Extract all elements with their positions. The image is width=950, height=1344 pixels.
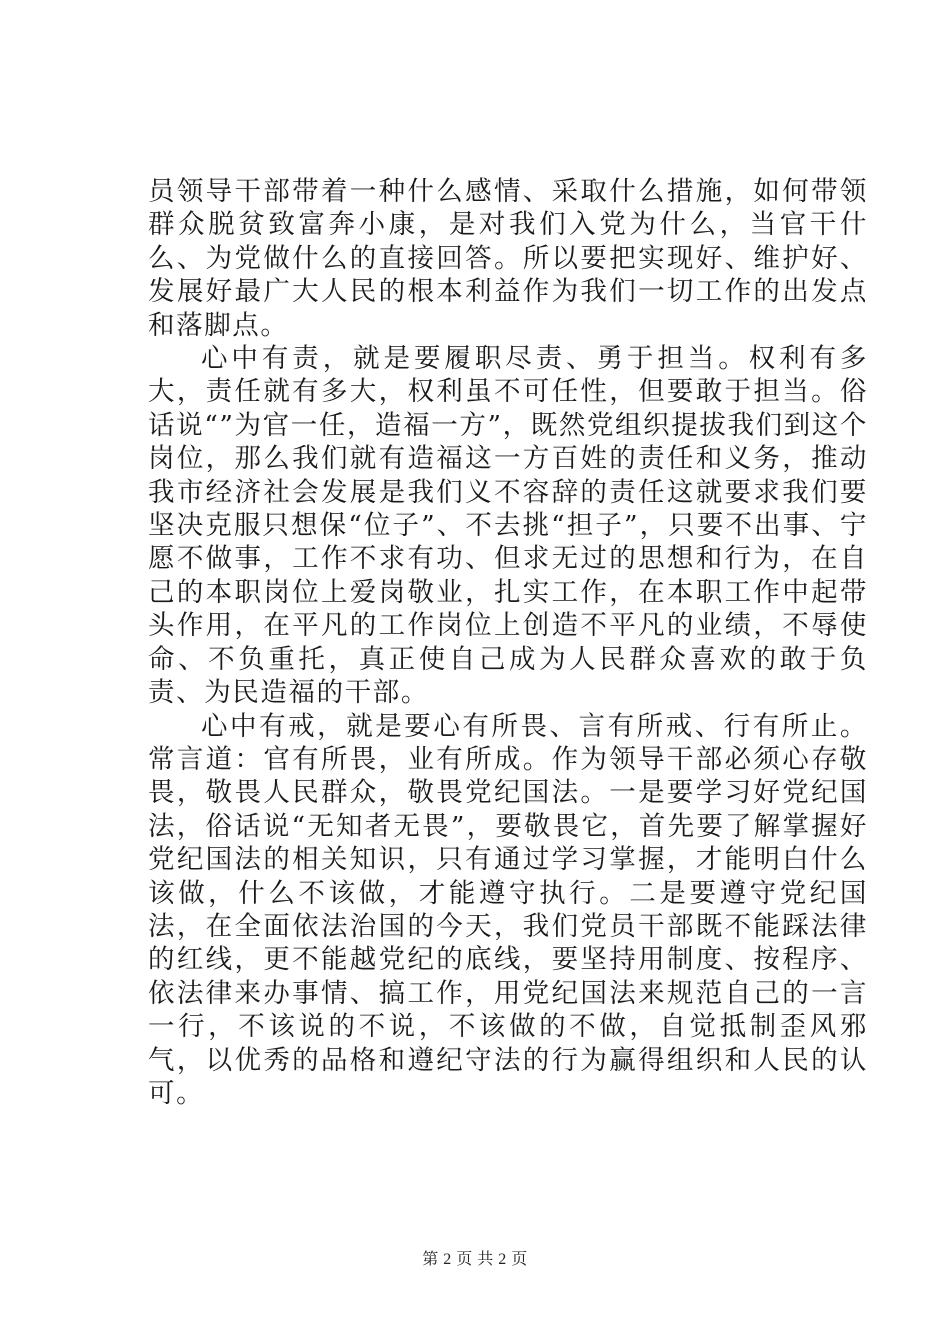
- paragraph-2: 心中有责，就是要履职尽责、勇于担当。权利有多大，责任就有多大，权利虽不可任性，但要敢于担当。俗话说“”为官一任，造福一方”，既然党组织提拔我们到这个岗位，那么我们就有造福这一方百姓的责任和义务，推动我市经济社会发展是我们义不容辞的责任这就要求我们要坚决克服只想保“位子”、不去挑“担子”，只要不出事、宁愿不做事，工作不求有功、但求无过的思想和行为，在自己的本职岗位上爱岗敬业，扎实工作，在本职工作中起带头作用，在平凡的工作岗位上创造不平凡的业绩，不辱使命、不负重托，真正使自己成为人民群众喜欢的敢于负责、为民造福的干部。: [148, 343, 868, 709]
- document-body: [148, 175, 868, 1110]
- paragraph-1: 员领导干部带着一种什么感情、采取什么措施，如何带领群众脱贫致富奔小康，是对我们入党为什么，当官干什么、为党做什么的直接回答。所以要把实现好、维护好、发展好最广大人民的根本利益作为我们一切工作的出发点和落脚点。: [148, 176, 868, 341]
- paragraph-3: 心中有戒，就是要心有所畏、言有所戒、行有所止。常言道：官有所畏，业有所成。作为领导干部必须心存敬畏，敬畏人民群众，敬畏党纪国法。一是要学习好党纪国法，俗话说“无知者无畏”，要敬畏它，首先要了解掌握好党纪国法的相关知识，只有通过学习掌握，才能明白什么该做，什么不该做，才能遵守执行。二是要遵守党纪国法，在全面依法治国的今天，我们党员干部既不能踩法律的红线，更不能越党纪的底线，要坚持用制度、按程序、依法律来办事情、搞工作，用党纪国法来规范自己的一言一行，不该说的不说，不该做的不做，自觉抵制歪风邪气，以优秀的品格和遵纪守法的行为赢得组织和人民的认可。: [148, 710, 868, 1109]
- page-footer: 第 2 页 共 2 页: [422, 1251, 528, 1268]
